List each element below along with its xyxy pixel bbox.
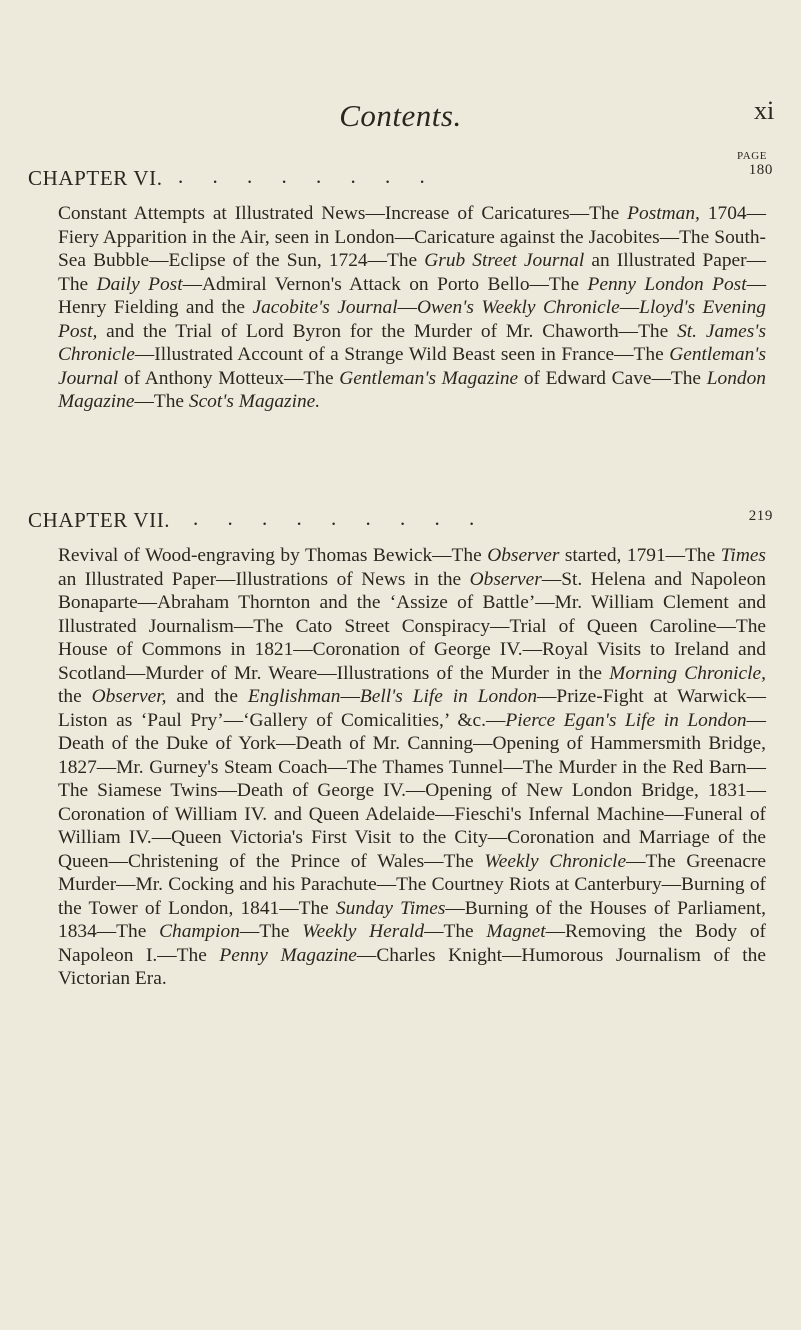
italic-title-run: Postman, <box>627 203 700 224</box>
summary-text-run: — <box>340 686 360 707</box>
summary-text-run: —Removing the Body of Napoleon I.—The <box>58 921 767 966</box>
summary-text-run: and the <box>166 686 248 707</box>
summary-text-run: and the Trial of Lord Byron for the Murder of Mr. Chaworth—The <box>97 320 678 342</box>
italic-title-run: Daily Post <box>96 273 183 295</box>
summary-text-run: —The <box>239 921 303 942</box>
summary-text-run: Constant Attempts at Illustrated News—Increase of Caricatures—The <box>58 203 628 224</box>
summary-text-run: an Illustrated Paper—The <box>58 250 767 295</box>
dot-leader: . . . . . . . . . <box>193 506 487 530</box>
summary-text-run: —The <box>424 921 487 942</box>
summary-text-run: of Anthony Motteux—The <box>118 367 340 389</box>
summary-text-run: the <box>58 686 92 707</box>
page-number: xi <box>754 96 775 125</box>
summary-text-run: —Death of the Duke of York—Death of Mr. Canning—Opening of Hammersmith Bridge, 1827—Mr. Gurney's Steam Coach—The Thames Tunnel—The Murder in the Red Barn—The Siamese Twins—Death of George IV.—Opening of New London Bridge, 1831—Coronation of William IV. and Queen Adelaide—Fieschi's Infernal Machine—Funeral of William IV.—Queen Victoria's First Visit to the City—Coronation and Marriage of the Queen—Christening of the Prince of Wales—The <box>58 709 767 872</box>
chapter-heading <box>28 162 773 202</box>
italic-title-run: Englishman <box>247 686 341 707</box>
page-column-label: PAGE <box>737 150 768 162</box>
summary-text-run: —Henry Fielding and the <box>58 273 766 318</box>
summary-text-run: —Illustrated Account of a Strange Wild Beast seen in France—The <box>134 344 670 365</box>
chapter-heading <box>28 508 773 544</box>
chapter-summary <box>58 202 766 414</box>
running-head: Contents. <box>339 98 462 133</box>
summary-text-run: an Illustrated Paper—Illustrations of News in the <box>58 568 470 590</box>
summary-text-run: —St. Helena and Napoleon Bonaparte—Abraham Thornton and the ‘Assize of Battle’—Mr. William Clement and Illustrated Journalism—The Cato Street Conspiracy—Trial of Queen Caroline—The House of Commons in 1821—Coronation of George IV.—Royal Visits to Ireland and Scotland—Murder of Mr. Weare—Illustrations of the Murder in the <box>58 568 766 684</box>
italic-title-run: Champion <box>159 921 240 942</box>
italic-title-run: Grub Street Journal <box>424 250 585 271</box>
italic-title-run: Observer <box>469 568 542 590</box>
italic-title-run: Penny London Post <box>587 273 747 295</box>
summary-text-run: started, 1791—The <box>559 545 721 566</box>
italic-title-run: Pierce Egan's Life in London <box>505 709 747 731</box>
italic-title-run: Jacobite's Journal <box>252 297 398 318</box>
summary-text-run: —Burning of the Houses of Parliament, 1834—The <box>58 897 766 942</box>
chapter-title: CHAPTER VII. <box>28 508 171 532</box>
chapter-page-number: 219 <box>748 508 773 524</box>
summary-text-run: —Charles Knight—Humorous Journalism of the Victorian Era. <box>58 944 766 989</box>
italic-title-run: Owen's Weekly Chronicle <box>416 297 620 318</box>
summary-text-run: 1704—Fiery Apparition in the Air, seen in London—Caricature against the Jacobites—The South-Sea Bubble—Eclipse of the Sun, 1724—The <box>58 203 766 271</box>
summary-text-run: —The <box>134 391 189 412</box>
chapter-entry-6 <box>28 162 773 414</box>
italic-title-run: Gentleman's Magazine <box>339 367 519 389</box>
italic-title-run: Weekly Chronicle <box>484 850 627 872</box>
italic-title-run: Penny Magazine <box>219 944 357 966</box>
summary-text-run: —Admiral Vernon's Attack on Porto Bello—The <box>182 273 588 295</box>
italic-title-run: Sunday Times <box>335 897 446 919</box>
summary-text-run: — <box>619 297 640 318</box>
italic-title-run: Lloyd's Evening Post, <box>58 297 766 342</box>
summary-text-run: —The Greenacre Murder—Mr. Cocking and his Parachute—The Courtney Riots at Canterbury—Burning of the Tower of London, 1841—The <box>58 850 767 919</box>
chapter-page-number: 180 <box>748 162 773 178</box>
chapter-entry-7 <box>28 508 773 991</box>
italic-title-run: Gentleman's Journal <box>58 344 766 389</box>
italic-title-run: Times <box>720 545 766 566</box>
italic-title-run: Observer, <box>91 686 167 707</box>
italic-title-run: Bell's Life in London <box>359 686 538 707</box>
chapter-title: CHAPTER VI. <box>28 166 163 190</box>
summary-text-run: — <box>397 297 417 318</box>
summary-text-run: of Edward Cave—The <box>518 367 707 389</box>
italic-title-run: Magnet <box>486 921 546 942</box>
summary-text-run: Revival of Wood-engraving by Thomas Bewick—The <box>58 545 488 566</box>
italic-title-run: Scot's Magazine. <box>188 391 321 412</box>
chapter-summary <box>58 544 766 991</box>
italic-title-run: Morning Chronicle, <box>609 662 766 684</box>
italic-title-run: Weekly Herald <box>302 921 425 942</box>
italic-title-run: St. James's Chronicle <box>58 320 766 365</box>
italic-title-run: London Magazine <box>58 367 766 412</box>
dot-leader: . . . . . . . . <box>178 164 437 188</box>
italic-title-run: Observer <box>487 545 560 566</box>
summary-text-run: —Prize-Fight at Warwick—Liston as ‘Paul Pry’—‘Gallery of Comicalities,’ &c.— <box>58 686 766 731</box>
